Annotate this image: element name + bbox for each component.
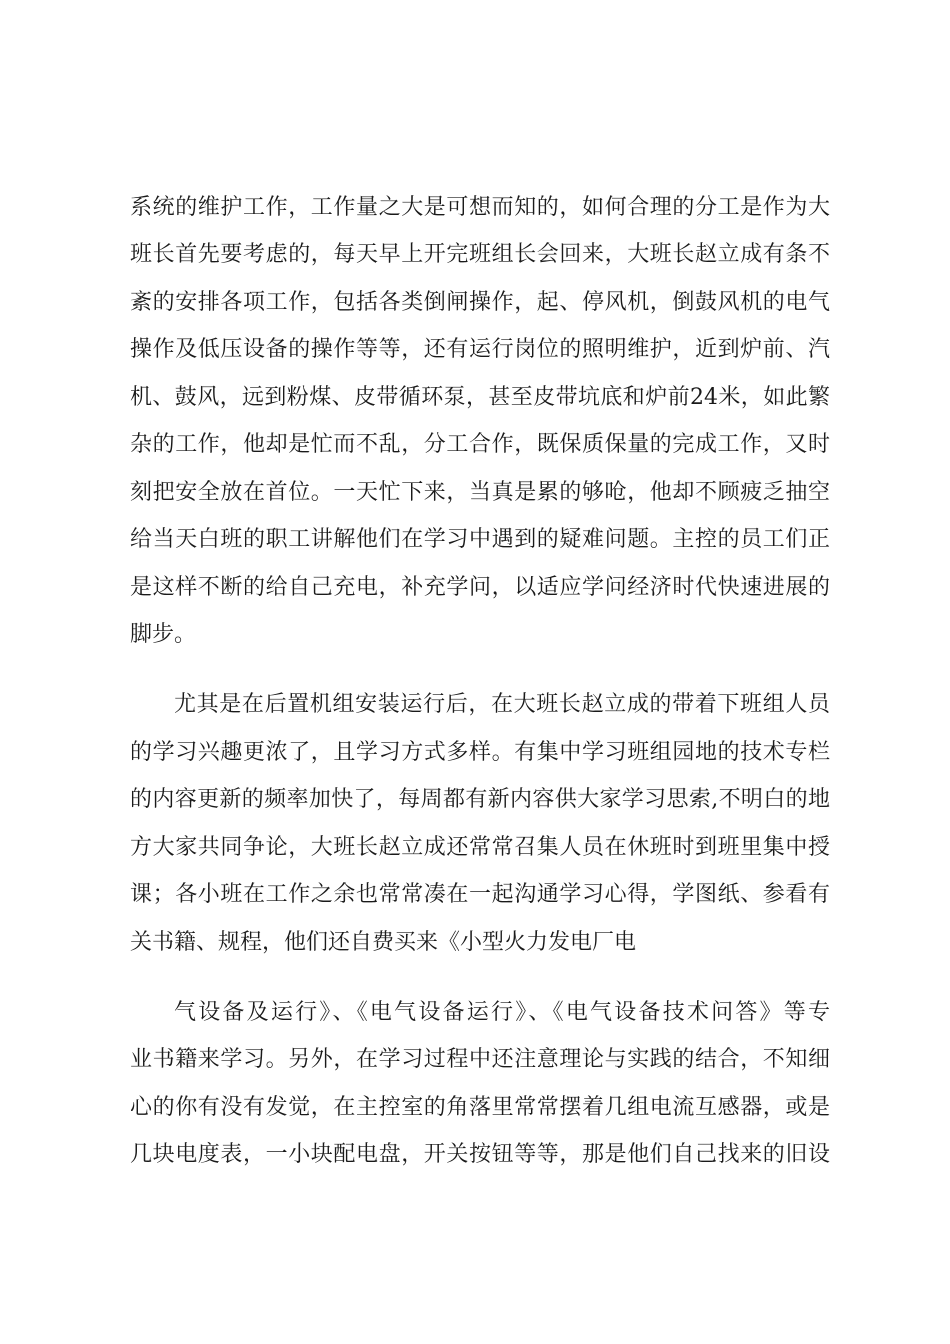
- text-line-11: 尤其是在后置机组安装运行后，在大班长赵立成的带着下班组人员: [174, 692, 830, 717]
- text-line-15: 课；各小班在工作之余也常常凑在一起沟通学习心得，学图纸、参看有: [130, 882, 830, 907]
- text-line-8: 给当天白班的职工讲解他们在学习中遇到的疑难问题。主控的员工们正: [130, 527, 830, 552]
- text-line-9: 是这样不断的给自己充电，补充学问，以适应学问经济时代快速进展的: [130, 575, 830, 600]
- text-line-7: 刻把安全放在首位。一天忙下来，当真是累的够呛，他却不顾疲乏抽空: [130, 480, 830, 505]
- text-line-13: 的内容更新的频率加快了，每周都有新内容供大家学习思索,不明白的地: [130, 787, 830, 812]
- text-line-14: 方大家共同争论，大班长赵立成还常常召集人员在休班时到班里集中授: [130, 835, 830, 860]
- text-line-6: 杂的工作，他却是忙而不乱，分工合作，既保质保量的完成工作，又时: [130, 432, 830, 457]
- text-line-5: 机、鼓风，远到粉煤、皮带循环泵，甚至皮带坑底和炉前24米，如此繁: [130, 385, 830, 410]
- text-line-17: 气设备及运行》、《电气设备运行》、《电气设备技术问答》等专: [174, 1000, 830, 1025]
- text-line-16: 关书籍、规程，他们还自费买来《小型火力发电厂电: [130, 930, 637, 955]
- text-line-1: 系统的维护工作，工作量之大是可想而知的，如何合理的分工是作为大: [130, 195, 830, 220]
- text-line-19: 心的你有没有发觉，在主控室的角落里常常摆着几组电流互感器，或是: [130, 1095, 830, 1120]
- text-line-20: 几块电度表，一小块配电盘，开关按钮等等，那是他们自己找来的旧设: [130, 1142, 830, 1167]
- text-line-2: 班长首先要考虑的，每天早上开完班组长会回来，大班长赵立成有条不: [130, 242, 830, 267]
- text-line-10: 脚步。: [130, 622, 197, 647]
- text-line-4: 操作及低压设备的操作等等，还有运行岗位的照明维护，近到炉前、汽: [130, 337, 830, 362]
- text-line-12: 的学习兴趣更浓了，且学习方式多样。有集中学习班组园地的技术专栏: [130, 740, 830, 765]
- text-line-3: 紊的安排各项工作，包括各类倒闸操作，起、停风机，倒鼓风机的电气: [130, 290, 830, 315]
- text-line-18: 业书籍来学习。另外，在学习过程中还注意理论与实践的结合，不知细: [130, 1047, 830, 1072]
